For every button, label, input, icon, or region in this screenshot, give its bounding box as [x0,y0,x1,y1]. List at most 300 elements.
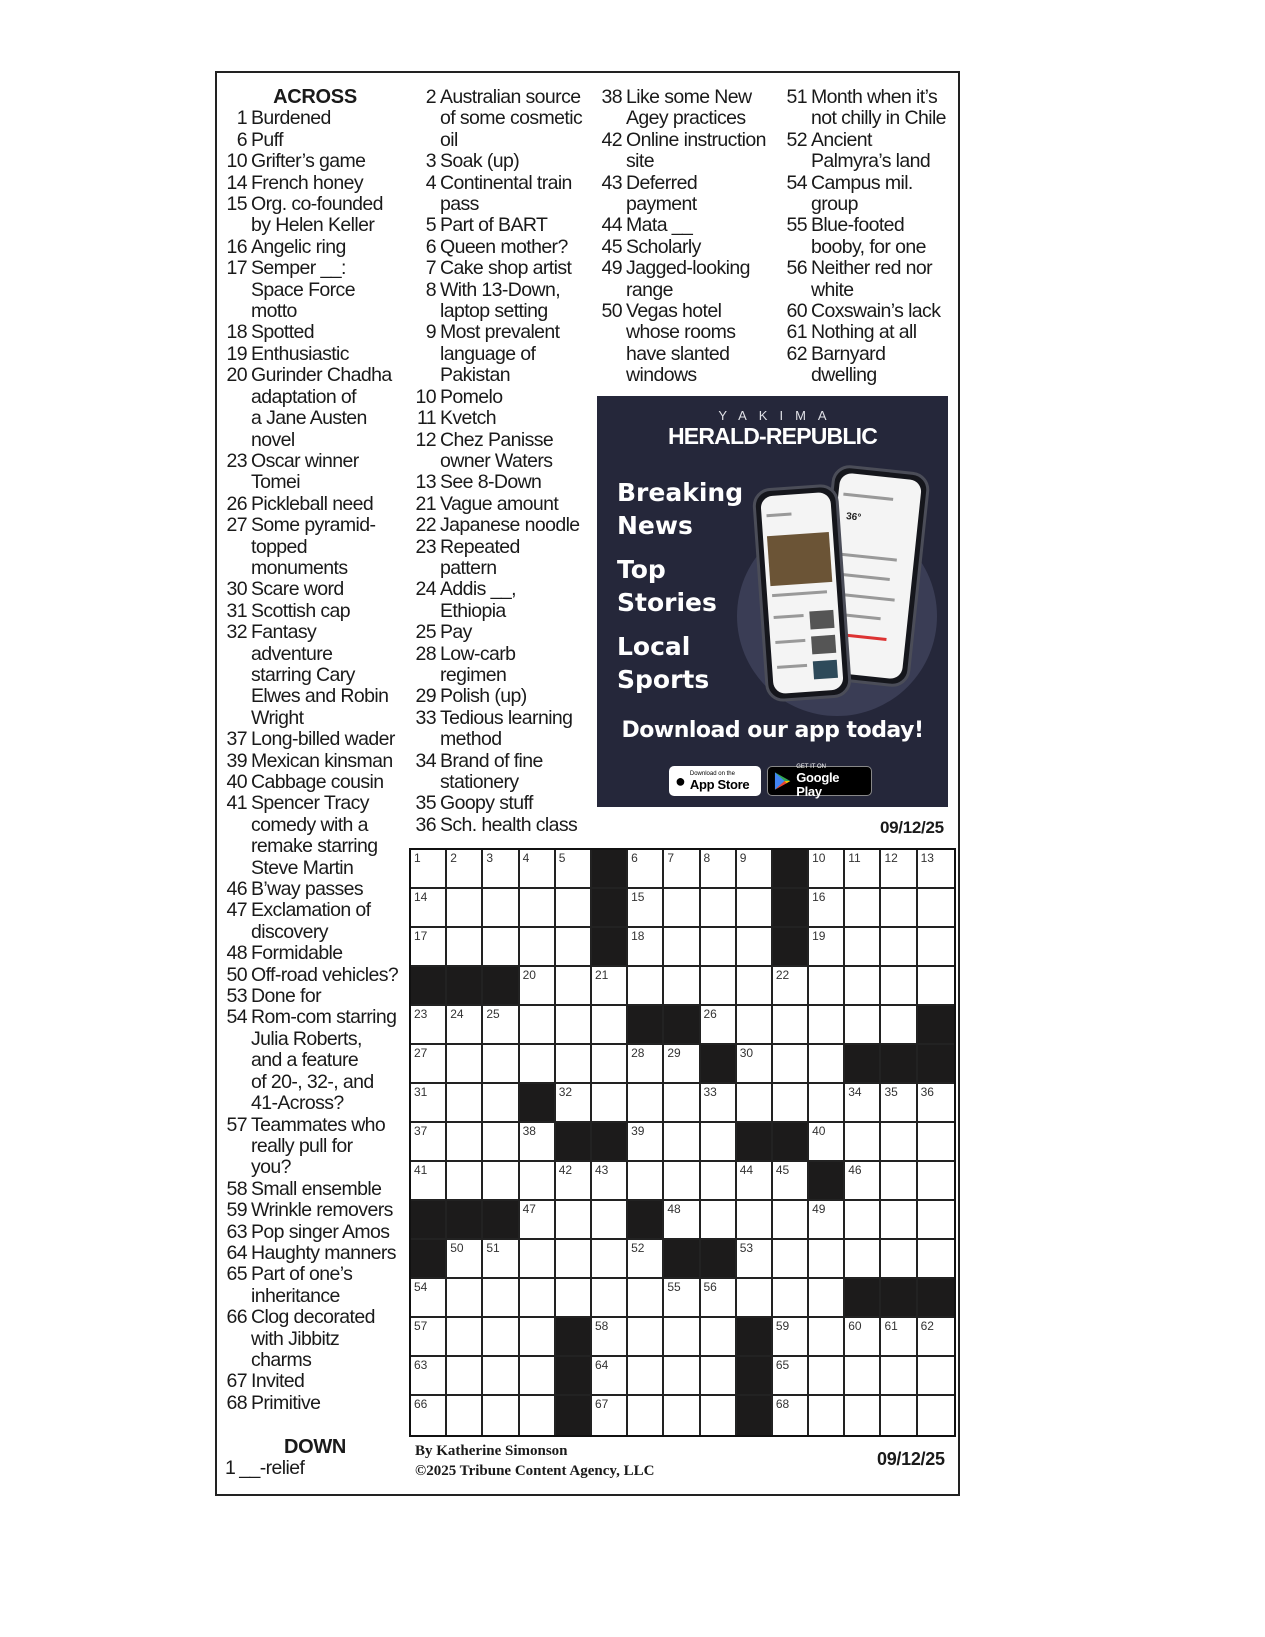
grid-cell[interactable] [520,967,556,1006]
clue-item [225,1007,405,1114]
grid-cell[interactable] [556,1045,592,1084]
clue-number: 13 [415,471,436,494]
grid-cell[interactable] [701,1279,737,1318]
clue-text-line: Mexican kinsman [251,749,393,772]
grid-cell[interactable] [520,1396,556,1435]
grid-cell[interactable] [628,1084,664,1123]
clue-text [251,793,405,879]
grid-cell[interactable] [773,1396,809,1435]
grid-cell[interactable] [628,1123,664,1162]
grid-cell[interactable] [773,1279,809,1318]
grid-cell[interactable] [628,889,664,928]
grid-cell[interactable] [556,1201,592,1240]
grid-cell[interactable] [881,1357,917,1396]
grid-cell[interactable] [411,850,447,889]
clue-text [440,173,594,216]
cell-number: 10 [812,851,826,865]
grid-cell[interactable] [881,967,917,1006]
down-clues-column-3 [783,87,953,387]
grid-cell[interactable] [592,1396,628,1435]
grid-cell[interactable] [556,1240,592,1279]
grid-cell[interactable] [773,1084,809,1123]
clue-text-line: not chilly in Chile [811,107,946,130]
grid-cell[interactable] [701,928,737,967]
grid-cell[interactable] [592,1357,628,1396]
cell-number: 7 [667,851,674,865]
grid-cell[interactable] [483,1240,519,1279]
grid-cell[interactable] [881,1201,917,1240]
grid-cell[interactable] [845,1201,881,1240]
clue-item [412,644,594,687]
grid-cell[interactable] [411,1006,447,1045]
grid-cell[interactable] [918,1357,954,1396]
grid-cell[interactable] [447,1240,483,1279]
grid-cell[interactable] [845,1006,881,1045]
grid-cell[interactable] [918,1201,954,1240]
black-square [918,1279,954,1318]
cell-number: 9 [739,851,747,865]
grid-cell[interactable] [845,1162,881,1201]
grid-cell[interactable] [628,967,664,1006]
grid-cell[interactable] [737,967,773,1006]
grid-cell[interactable] [918,1084,954,1123]
ad-call-to-action: Download our app today! [621,718,924,743]
down-clues-column-2 [598,87,778,387]
clue-text [440,280,594,323]
grid-cell[interactable] [592,1006,628,1045]
clue-item [412,258,594,279]
cell-number: 25 [486,1007,500,1021]
grid-cell[interactable] [664,967,700,1006]
grid-cell[interactable] [520,1045,556,1084]
grid-cell[interactable] [664,850,700,889]
grid-cell[interactable] [809,850,845,889]
grid-cell[interactable] [664,1084,700,1123]
grid-cell[interactable] [664,889,700,928]
clue-text-line: Gurinder Chadha [251,364,392,387]
grid-cell[interactable] [845,928,881,967]
google-play-button[interactable] [767,763,872,799]
clue-text-line: French honey [251,171,364,194]
clue-item [783,130,953,173]
grid-cell[interactable] [556,889,592,928]
grid-cell[interactable] [809,1240,845,1279]
grid-cell[interactable] [447,1123,483,1162]
grid-cell[interactable] [773,1006,809,1045]
grid-cell[interactable] [737,1240,773,1279]
crossword-grid[interactable] [409,848,956,1437]
grid-cell[interactable] [447,1357,483,1396]
app-store-button[interactable] [669,766,761,796]
clue-text-line: Part of one’s [251,1263,353,1286]
clue-text [626,215,778,236]
grid-cell[interactable] [773,967,809,1006]
clue-text-line: Small ensemble [251,1177,382,1200]
clue-text [251,1222,405,1243]
grid-cell[interactable] [556,1279,592,1318]
clue-text-line: Spencer Tracy [251,792,369,815]
clue-number: 37 [226,728,247,751]
grid-cell[interactable] [881,1006,917,1045]
grid-cell[interactable] [918,1318,954,1357]
grid-cell[interactable] [845,1123,881,1162]
clue-number: 68 [226,1391,247,1414]
clue-number: 6 [236,128,247,151]
grid-cell[interactable] [520,889,556,928]
grid-cell[interactable] [737,1045,773,1084]
cell-number: 2 [450,851,457,865]
clue-text-line: method [440,728,502,751]
grid-cell[interactable] [483,1123,519,1162]
grid-cell[interactable] [845,967,881,1006]
clue-number: 8 [425,278,436,301]
grid-cell[interactable] [737,928,773,967]
grid-cell[interactable] [411,1279,447,1318]
grid-cell[interactable] [447,1045,483,1084]
grid-cell[interactable] [701,1396,737,1435]
grid-cell[interactable] [918,1240,954,1279]
clue-item [225,1371,405,1392]
grid-cell[interactable] [556,1084,592,1123]
grid-cell[interactable] [447,1279,483,1318]
grid-cell[interactable] [592,1162,628,1201]
grid-cell[interactable] [411,1357,447,1396]
grid-cell[interactable] [411,1045,447,1084]
clue-text [440,408,594,429]
grid-cell[interactable] [483,1357,519,1396]
grid-cell[interactable] [701,850,737,889]
grid-cell[interactable] [664,1357,700,1396]
black-square [592,889,628,928]
clue-text-line: booby, for one [811,235,926,258]
grid-cell[interactable] [773,1045,809,1084]
grid-cell[interactable] [737,850,773,889]
grid-cell[interactable] [520,1318,556,1357]
grid-cell[interactable] [520,1240,556,1279]
clue-text-line: adventure [251,642,333,665]
clue-text [440,87,594,151]
cell-number: 33 [703,1085,717,1099]
grid-cell[interactable] [881,1162,917,1201]
grid-cell[interactable] [845,1396,881,1435]
grid-cell[interactable] [701,1318,737,1357]
clue-item [225,1307,405,1371]
clue-item [225,579,405,600]
grid-cell[interactable] [845,1084,881,1123]
grid-cell[interactable] [520,1123,556,1162]
grid-cell[interactable] [447,850,483,889]
grid-cell[interactable] [701,1123,737,1162]
clue-item [783,301,953,322]
app-advertisement[interactable] [597,396,948,807]
grid-cell[interactable] [809,928,845,967]
grid-cell[interactable] [447,1318,483,1357]
clue-text-line: Repeated [440,535,520,558]
clue-text-line: Wright [251,706,304,729]
cell-number: 22 [775,968,790,982]
grid-cell[interactable] [845,889,881,928]
clue-text-line: regimen [440,663,507,686]
grid-cell[interactable] [483,1045,519,1084]
clue-item [598,87,778,130]
clue-number: 3 [425,150,436,173]
clue-text-line: by Helen Keller [251,214,375,237]
clue-number: 16 [226,235,247,258]
down-clues-start [225,1437,405,1480]
grid-cell[interactable] [520,1201,556,1240]
grid-cell[interactable] [664,1396,700,1435]
grid-cell[interactable] [845,1240,881,1279]
grid-cell[interactable] [918,850,954,889]
clue-text-line: owner Waters [440,449,553,472]
grid-cell[interactable] [737,1084,773,1123]
grid-cell[interactable] [483,850,519,889]
clue-number: 52 [786,128,807,151]
clue-text-line: Pickleball need [251,492,374,515]
grid-cell[interactable] [701,1084,737,1123]
clue-number: 6 [425,235,436,258]
clue-item [412,151,594,172]
black-square [773,1123,809,1162]
cell-number: 55 [667,1280,681,1294]
ad-feature-top-stories [617,553,717,619]
grid-cell[interactable] [556,1162,592,1201]
grid-cell[interactable] [773,1357,809,1396]
grid-cell[interactable] [628,850,664,889]
grid-cell[interactable] [447,1396,483,1435]
cell-number: 60 [848,1319,862,1333]
grid-cell[interactable] [411,928,447,967]
clue-text-line: topped [251,535,308,558]
grid-cell[interactable] [809,1045,845,1084]
clue-item [225,751,405,772]
clue-text [239,1458,405,1479]
grid-cell[interactable] [664,1123,700,1162]
clue-number: 42 [601,128,622,151]
grid-cell[interactable] [628,1357,664,1396]
grid-cell[interactable] [447,1006,483,1045]
grid-cell[interactable] [411,1396,447,1435]
clue-text-line: Some pyramid- [251,514,376,537]
grid-cell[interactable] [628,1318,664,1357]
clue-text [251,751,405,772]
grid-cell[interactable] [592,1318,628,1357]
grid-cell[interactable] [520,1279,556,1318]
clue-number: 7 [425,257,436,280]
grid-cell[interactable] [918,1396,954,1435]
clue-text-line: Burdened [251,107,331,130]
clue-item [412,173,594,216]
cell-number: 4 [522,851,530,865]
grid-cell[interactable] [881,850,917,889]
grid-cell[interactable] [809,1084,845,1123]
grid-cell[interactable] [483,928,519,967]
grid-cell[interactable] [845,850,881,889]
grid-cell[interactable] [664,1201,700,1240]
clue-number: 1 [236,107,247,130]
grid-cell[interactable] [592,967,628,1006]
grid-cell[interactable] [701,967,737,1006]
grid-cell[interactable] [809,1279,845,1318]
grid-cell[interactable] [881,1318,917,1357]
grid-cell[interactable] [809,967,845,1006]
grid-cell[interactable] [701,1357,737,1396]
grid-cell[interactable] [483,1279,519,1318]
grid-cell[interactable] [881,1123,917,1162]
clue-number: 54 [226,1006,247,1029]
grid-cell[interactable] [520,1357,556,1396]
grid-cell[interactable] [411,1084,447,1123]
clue-text-line: Exclamation of [251,899,371,922]
clue-number: 40 [226,771,247,793]
grid-cell[interactable] [809,1006,845,1045]
grid-cell[interactable] [556,1006,592,1045]
grid-cell[interactable] [628,1240,664,1279]
grid-cell[interactable] [628,1396,664,1435]
grid-cell[interactable] [918,1162,954,1201]
cell-number: 13 [920,851,934,865]
grid-cell[interactable] [809,1357,845,1396]
grid-cell[interactable] [773,1162,809,1201]
grid-cell[interactable] [592,1201,628,1240]
clue-number: 9 [425,321,436,344]
clue-number: 30 [226,578,247,601]
grid-cell[interactable] [737,1006,773,1045]
grid-cell[interactable] [737,1162,773,1201]
grid-cell[interactable] [628,1162,664,1201]
grid-cell[interactable] [520,850,556,889]
grid-cell[interactable] [483,1318,519,1357]
grid-cell[interactable] [411,1318,447,1357]
grid-cell[interactable] [664,928,700,967]
grid-cell[interactable] [592,1084,628,1123]
black-square [520,1084,556,1123]
grid-cell[interactable] [773,1240,809,1279]
grid-cell[interactable] [809,1123,845,1162]
grid-cell[interactable] [809,889,845,928]
grid-cell[interactable] [918,889,954,928]
clue-item [225,365,405,451]
grid-cell[interactable] [664,1318,700,1357]
grid-cell[interactable] [773,1201,809,1240]
clue-number: 5 [425,214,436,237]
grid-cell[interactable] [411,1123,447,1162]
clue-number: 57 [226,1113,247,1136]
clue-text [251,1393,405,1414]
grid-cell[interactable] [628,928,664,967]
puzzle-date-top: 09/12/25 [880,818,944,837]
grid-cell[interactable] [592,1240,628,1279]
grid-cell[interactable] [556,850,592,889]
grid-cell[interactable] [701,1162,737,1201]
clue-item [225,173,405,194]
clue-item [412,708,594,751]
grid-cell[interactable] [918,928,954,967]
grid-cell[interactable] [556,967,592,1006]
clue-number: 45 [601,235,622,258]
clue-text [251,494,405,515]
grid-cell[interactable] [592,1279,628,1318]
grid-cell[interactable] [881,889,917,928]
clue-number: 47 [226,899,247,922]
grid-cell[interactable] [809,1396,845,1435]
clue-text-line: Space Force [251,278,355,301]
clue-number: 23 [226,449,247,472]
cell-number: 11 [848,851,861,865]
grid-cell[interactable] [520,928,556,967]
grid-cell[interactable] [664,1162,700,1201]
grid-cell[interactable] [881,1396,917,1435]
grid-cell[interactable] [447,889,483,928]
clue-text-line: group [811,193,858,216]
clue-number: 49 [601,257,622,280]
grid-cell[interactable] [701,889,737,928]
clue-text [440,708,594,751]
grid-cell[interactable] [483,1006,519,1045]
grid-cell[interactable] [411,1162,447,1201]
grid-cell[interactable] [664,1045,700,1084]
ad-feature-line: News [617,511,693,540]
clue-item [598,301,778,387]
clue-text-line: Brand of fine [440,749,543,772]
clue-text-line: of 20-, 32-, and [251,1070,374,1093]
grid-cell[interactable] [881,1240,917,1279]
grid-cell[interactable] [809,1201,845,1240]
grid-cell[interactable] [483,889,519,928]
clue-text-line: Vague amount [440,492,559,515]
clue-text [251,344,405,365]
clue-item [225,108,405,129]
clue-item [783,215,953,258]
clue-number: 36 [415,813,436,836]
grid-cell[interactable] [556,928,592,967]
grid-cell[interactable] [483,1162,519,1201]
grid-cell[interactable] [628,1279,664,1318]
clue-item [412,472,594,493]
grid-cell[interactable] [701,1201,737,1240]
clue-text [440,258,594,279]
grid-cell[interactable] [483,1396,519,1435]
grid-cell[interactable] [737,1201,773,1240]
clue-number: 58 [226,1177,247,1200]
grid-cell[interactable] [664,1279,700,1318]
grid-cell[interactable] [483,1084,519,1123]
grid-cell[interactable] [845,1357,881,1396]
cell-number: 28 [631,1046,645,1060]
grid-cell[interactable] [845,1318,881,1357]
grid-cell[interactable] [447,928,483,967]
grid-cell[interactable] [628,1045,664,1084]
clue-item [598,258,778,301]
grid-cell[interactable] [447,1162,483,1201]
grid-cell[interactable] [881,928,917,967]
grid-cell[interactable] [737,889,773,928]
clue-text-line: Campus mil. [811,171,913,194]
grid-cell[interactable] [918,967,954,1006]
grid-cell[interactable] [809,1318,845,1357]
grid-cell[interactable] [881,1084,917,1123]
grid-cell[interactable] [520,1162,556,1201]
grid-cell[interactable] [411,889,447,928]
grid-cell[interactable] [447,1084,483,1123]
grid-cell[interactable] [520,1006,556,1045]
grid-cell[interactable] [592,1045,628,1084]
clue-text-line: Low-carb [440,642,516,665]
grid-cell[interactable] [773,1318,809,1357]
grid-cell[interactable] [701,1006,737,1045]
grid-cell[interactable] [918,1123,954,1162]
grid-cell[interactable] [737,1279,773,1318]
